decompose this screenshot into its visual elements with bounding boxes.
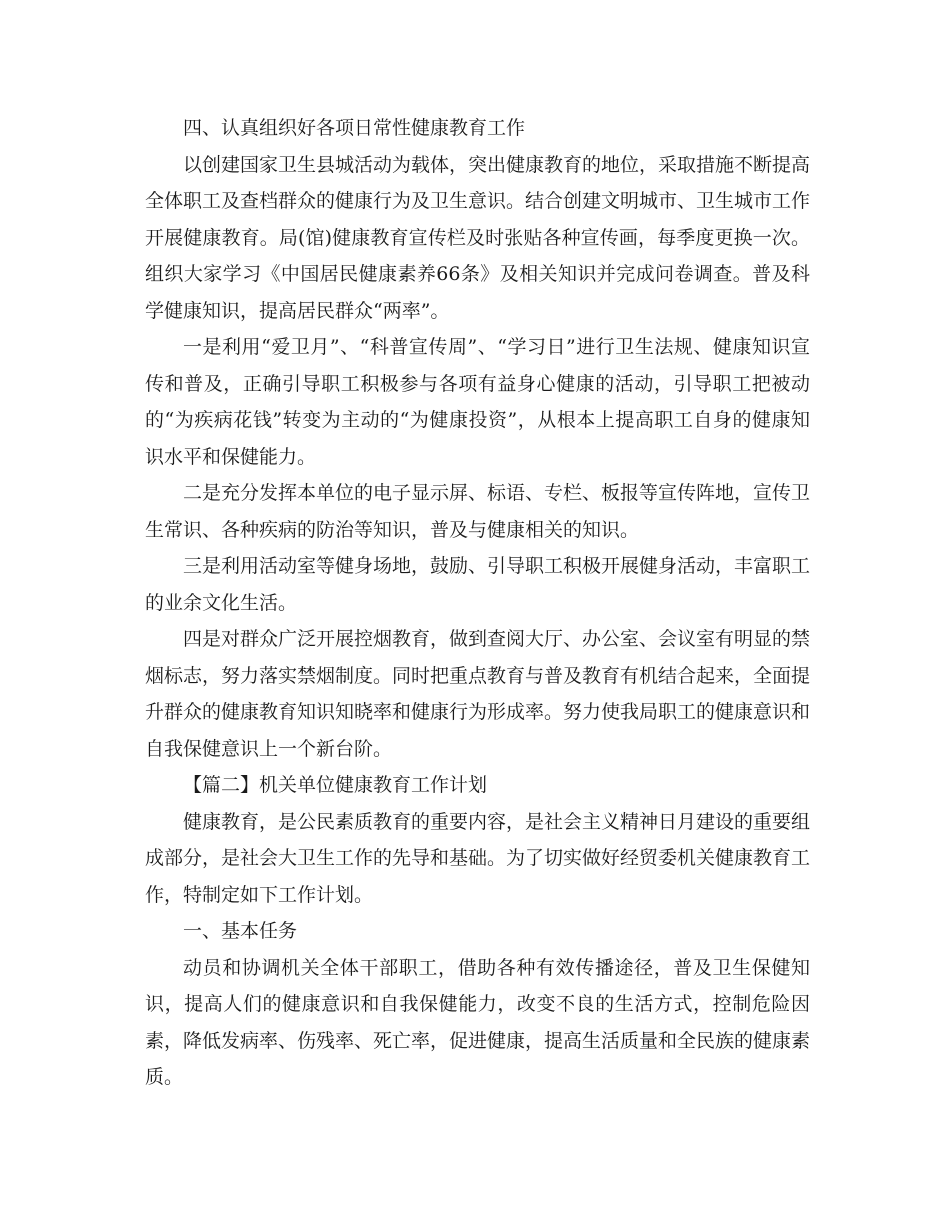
- body-paragraph: 一是利用“爱卫月”、“科普宣传周”、“学习日”进行卫生法规、健康知识宣传和普及，正确引导职工积极参与各项有益身心健康的活动，引导职工把被动的“为疾病花钱”转变为主动的“为健康投资”，从根本上提高职工自身的健康知识水平和保健能力。: [145, 336, 810, 468]
- body-paragraph: 四是对群众广泛开展控烟教育，做到查阅大厅、办公室、会议室有明显的禁烟标志，努力落实禁烟制度。同时把重点教育与普及教育有机结合起来，全面提升群众的健康教育知识知晓率和健康行为形成率。努力使我局职工的健康意识和自我保健意识上一个新台阶。: [145, 628, 811, 760]
- body-paragraph: 三是利用活动室等健身场地，鼓励、引导职工积极开展健身活动，丰富职工的业余文化生活。: [145, 555, 811, 614]
- section-heading-1: 一、基本任务: [183, 920, 298, 942]
- body-paragraph: 健康教育，是公民素质教育的重要内容，是社会主义精神日月建设的重要组成部分，是社会大卫生工作的先导和基础。为了切实做好经贸委机关健康教育工作，特制定如下工作计划。: [145, 810, 811, 906]
- body-paragraph: 动员和协调机关全体干部职工，借助各种有效传播途径，普及卫生保健知识，提高人们的健康意识和自我保健能力，改变不良的生活方式，控制危险因素，降低发病率、伤残率、死亡率，促进健康，提高生活质量和全民族的健康素质。: [145, 956, 811, 1088]
- part-two-heading: 【篇二】机关单位健康教育工作计划: [183, 774, 488, 796]
- body-paragraph: 以创建国家卫生县城活动为载体，突出健康教育的地位，采取措施不断提高全体职工及查档群众的健康行为及卫生意识。结合创建文明城市、卫生城市工作开展健康教育。局(馆)健康教育宣传栏及时张贴各种宣传画，每季度更换一次。组织大家学习《中国居民健康素养66条》及相关知识并完成问卷调查。普及科学健康知识，提高居民群众“两率”。: [145, 153, 811, 322]
- document-body: [145, 110, 810, 1096]
- body-paragraph: 二是充分发挥本单位的电子显示屏、标语、专栏、板报等宣传阵地，宣传卫生常识、各种疾病的防治等知识，普及与健康相关的知识。: [145, 482, 811, 541]
- section-heading-4: 四、认真组织好各项日常性健康教育工作: [183, 117, 526, 139]
